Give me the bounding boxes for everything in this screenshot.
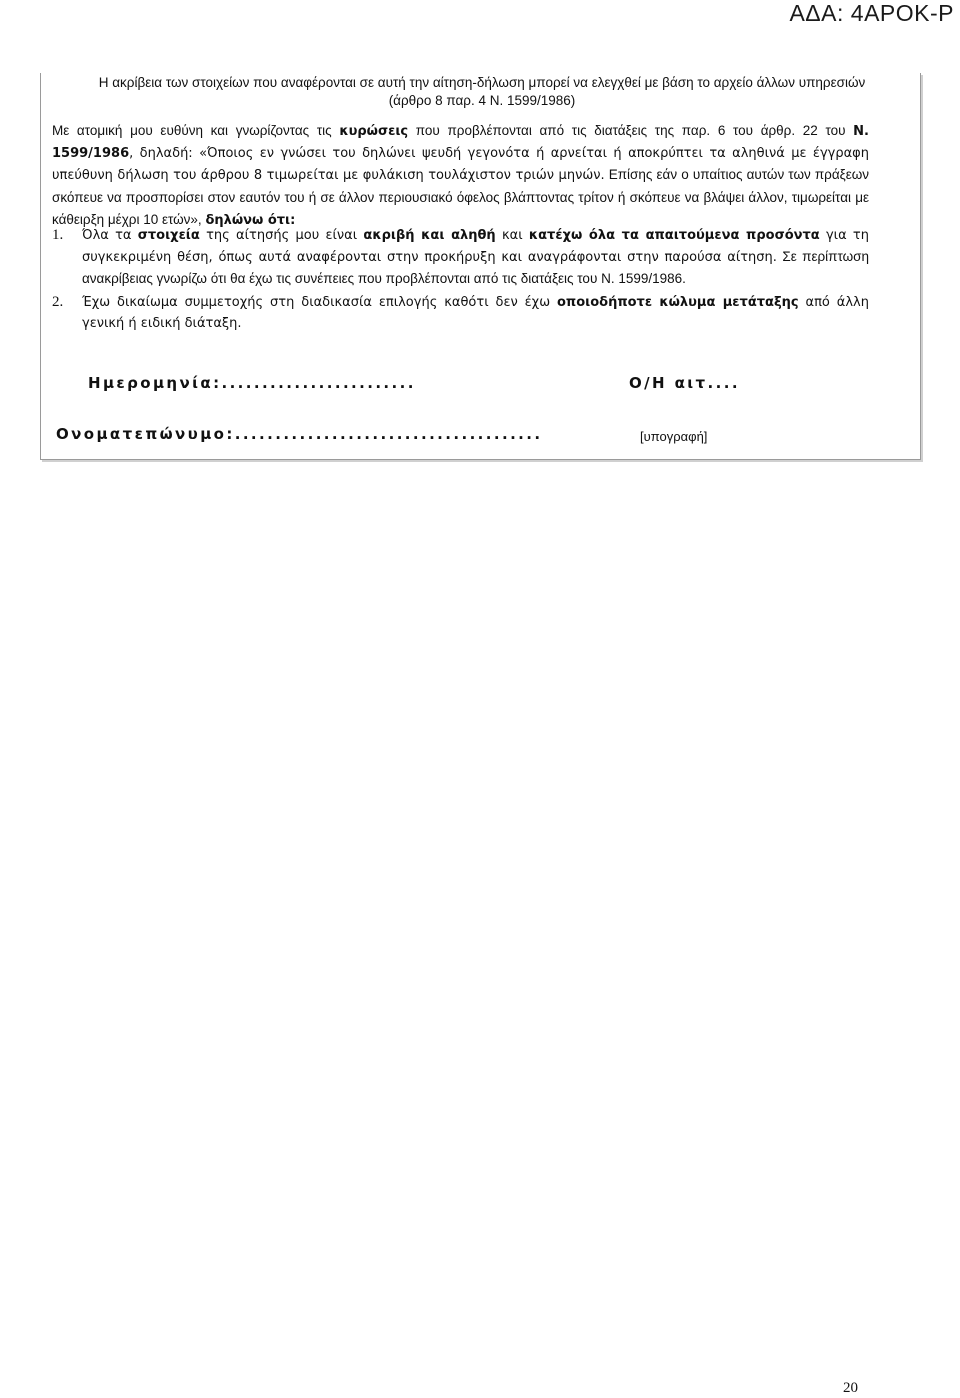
page-number: 20 <box>843 1380 858 1396</box>
item2-text-1: Έχω δικαίωμα συμμετοχής στη διαδικασία επιλογής καθότι δεν έχω <box>82 295 557 310</box>
applicant-label: Ο/Η αιτ.... <box>629 374 740 392</box>
list-item <box>52 292 869 334</box>
item2-text-2: από άλλη γενική ή ειδική διάταξη. <box>82 295 869 331</box>
item1-text-3: και <box>495 228 529 243</box>
declaration-text-4: Επίσης εάν ο υπαίτιος αυτών των πράξεων σκόπευε να προσπορίσει στον εαυτόν του ή σε άλλον περιουσιακό όφελος βλάπτοντας τρίτον ή σκόπευε να βλάψει άλλον, τιμωρείται με κάθειρξη μέχρι 10 ετών», <box>52 167 870 227</box>
verification-note-line1: Η ακρίβεια των στοιχείων που αναφέρονται σε αυτή την αίτηση-δήλωση μπορεί να ελεγχθεί με βάση το αρχείο άλλων υπηρεσιών <box>98 75 866 90</box>
signature-label: [υπογραφή] <box>640 429 708 444</box>
item1-bold-1: στοιχεία <box>137 228 200 243</box>
declaration-text-1: Με ατομική μου ευθύνη και γνωρίζοντας τις <box>52 123 340 138</box>
item1-bold-2: ακριβή και αληθή <box>363 228 496 243</box>
item1-bold-3: κατέχω όλα τα απαιτούμενα προσόντα <box>528 228 820 243</box>
declaration-text-2: που προβλέπονται από τις διατάξεις της παρ. 6 του άρθρ. 22 του <box>408 123 854 138</box>
list-item <box>52 225 869 290</box>
item1-text-2: της αίτησής μου είναι <box>199 228 364 243</box>
declaration-text-3: , δηλαδή: «Όποιος εν γνώσει του δηλώνει ψευδή γεγονότα ή αρνείται ή αποκρύπτει τα αληθινά με έγγραφη υπεύθυνη δήλωση του άρθρου 8 τιμωρείται με φυλάκιση τουλάχιστον τριών μηνών. <box>52 145 869 183</box>
item1-text-1: Όλα τα <box>82 228 138 243</box>
ada-code: ΑΔΑ: 4ΑΡΟΚ-Ρ <box>789 0 954 26</box>
item1-text-4: για τη συγκεκριμένη θέση, όπως αυτά αναφέρονται στην προκήρυξη και αναγράφονται στην παρούσα αίτηση. <box>82 228 869 265</box>
full-name-field: Ονοματεπώνυμο:...................................... <box>56 425 543 443</box>
declaration-bold-declare: δηλώνω ότι: <box>205 213 296 228</box>
item2-bold-1: οποιοδήποτε κώλυμα μετάταξης <box>557 295 799 310</box>
list-item-number: 1. <box>52 227 64 243</box>
date-field: Ημερομηνία:........................ <box>88 374 416 392</box>
declaration-bold-law: Ν. 1599/1986 <box>52 124 869 161</box>
declaration-bold-sanctions: κυρώσεις <box>339 124 409 139</box>
verification-note <box>52 74 912 110</box>
declaration-list <box>52 225 869 336</box>
responsibility-declaration <box>52 120 869 232</box>
verification-note-line2: (άρθρο 8 παρ. 4 Ν. 1599/1986) <box>388 93 576 108</box>
item1-text-5: Σε περίπτωση ανακρίβειας γνωρίζω ότι θα έχω τις συνέπειες που προβλέπονται από τις διατάξεις του Ν. 1599/1986. <box>82 249 870 286</box>
list-item-number: 2. <box>52 294 64 310</box>
